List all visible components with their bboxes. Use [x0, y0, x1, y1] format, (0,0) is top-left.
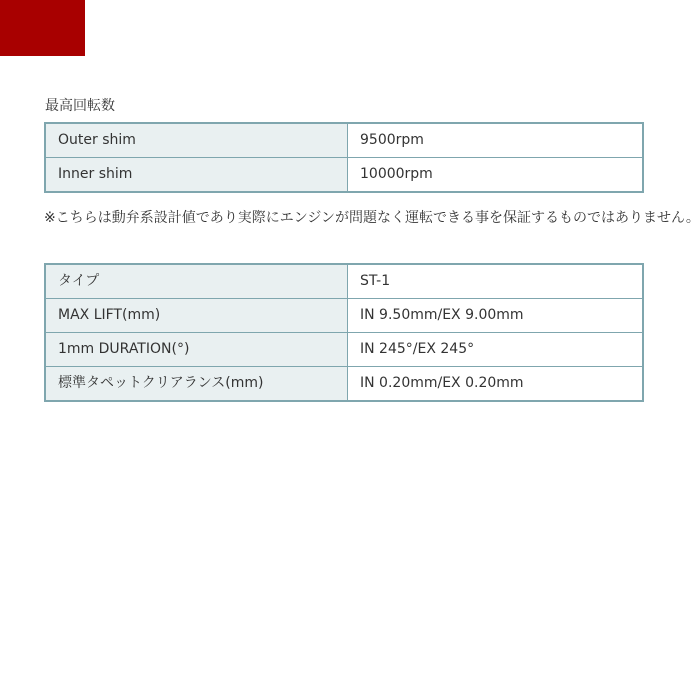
spec-row-label: 1mm DURATION(°): [45, 333, 348, 367]
rpm-row-value: 9500rpm: [348, 123, 644, 158]
table-row: [45, 123, 643, 158]
rpm-row-label: Outer shim: [45, 123, 348, 158]
spec-row-value: IN 0.20mm/EX 0.20mm: [348, 367, 644, 402]
rpm-table: [44, 122, 644, 193]
table-row: [45, 299, 643, 333]
table-row: [45, 333, 643, 367]
rpm-row-value: 10000rpm: [348, 158, 644, 193]
spec-row-label: タイプ: [45, 264, 348, 299]
spec-row-label: MAX LIFT(mm): [45, 299, 348, 333]
item-description: [44, 98, 700, 402]
table-row: [45, 158, 643, 193]
spec-row-value: IN 245°/EX 245°: [348, 333, 644, 367]
spec-row-label: 標準タペットクリアランス(mm): [45, 367, 348, 402]
rpm-row-label: Inner shim: [45, 158, 348, 193]
red-block: [0, 0, 85, 56]
table-row: [45, 367, 643, 402]
disclaimer-note: ※こちらは動弁系設計値であり実際にエンジンが問題なく運転できる事を保証するものではありません。: [44, 210, 700, 226]
cam-spec-table: [44, 263, 644, 402]
table-row: [45, 264, 643, 299]
spec-row-value: IN 9.50mm/EX 9.00mm: [348, 299, 644, 333]
rpm-section-heading: 最高回転数: [45, 98, 115, 114]
spec-row-value: ST-1: [348, 264, 644, 299]
